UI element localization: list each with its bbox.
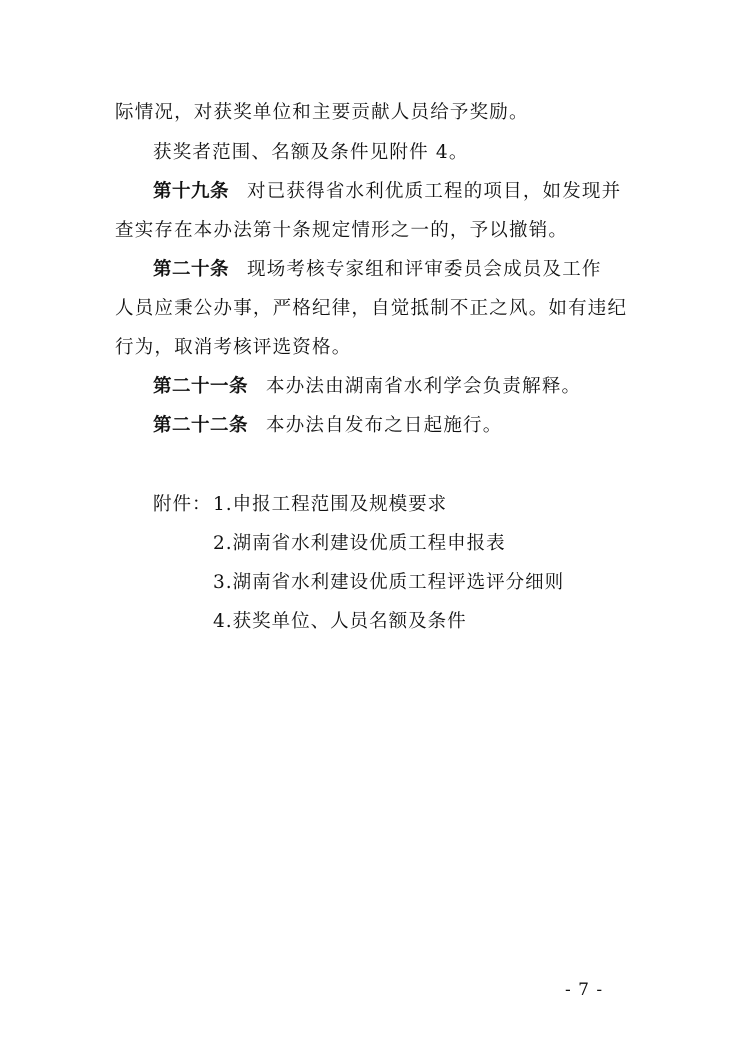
- article-text: 本办法自发布之日起施行。: [266, 415, 503, 436]
- article-20-line-1: [153, 258, 602, 282]
- attachment-item: 2.湖南省水利建设优质工程申报表: [213, 533, 506, 554]
- paragraph-award-scope: 获奖者范围、名额及条件见附件 4。: [153, 142, 469, 163]
- article-22-line-1: [153, 414, 502, 438]
- article-20-line-2: 人员应秉公办事，严格纪律，自觉抵制不正之风。如有违纪: [115, 298, 628, 319]
- attachment-item: 3.湖南省水利建设优质工程评选评分细则: [213, 572, 565, 593]
- article-text: 本办法由湖南省水利学会负责解释。: [266, 376, 582, 397]
- article-19-line-2: 查实存在本办法第十条规定情形之一的，予以撤销。: [115, 220, 569, 241]
- article-text: 现场考核专家组和评审委员会成员及工作: [247, 259, 602, 280]
- article-heading: 第二十条: [153, 259, 230, 280]
- article-21-line-1: [153, 375, 581, 399]
- attachment-item: 1.申报工程范围及规模要求: [213, 494, 448, 515]
- article-19-line-1: [153, 180, 621, 204]
- article-20-line-3: 行为，取消考核评选资格。: [115, 337, 352, 358]
- attachments-label: 附件：: [153, 494, 212, 515]
- article-heading: 第十九条: [153, 181, 230, 202]
- article-text: 对已获得省水利优质工程的项目，如发现并: [247, 181, 622, 202]
- article-heading: 第二十一条: [153, 376, 249, 397]
- article-heading: 第二十二条: [153, 415, 249, 436]
- attachment-item: 4.获奖单位、人员名额及条件: [213, 611, 467, 632]
- paragraph-continuation: 际情况，对获奖单位和主要贡献人员给予奖励。: [115, 102, 529, 123]
- page-number: - 7 -: [565, 980, 604, 1000]
